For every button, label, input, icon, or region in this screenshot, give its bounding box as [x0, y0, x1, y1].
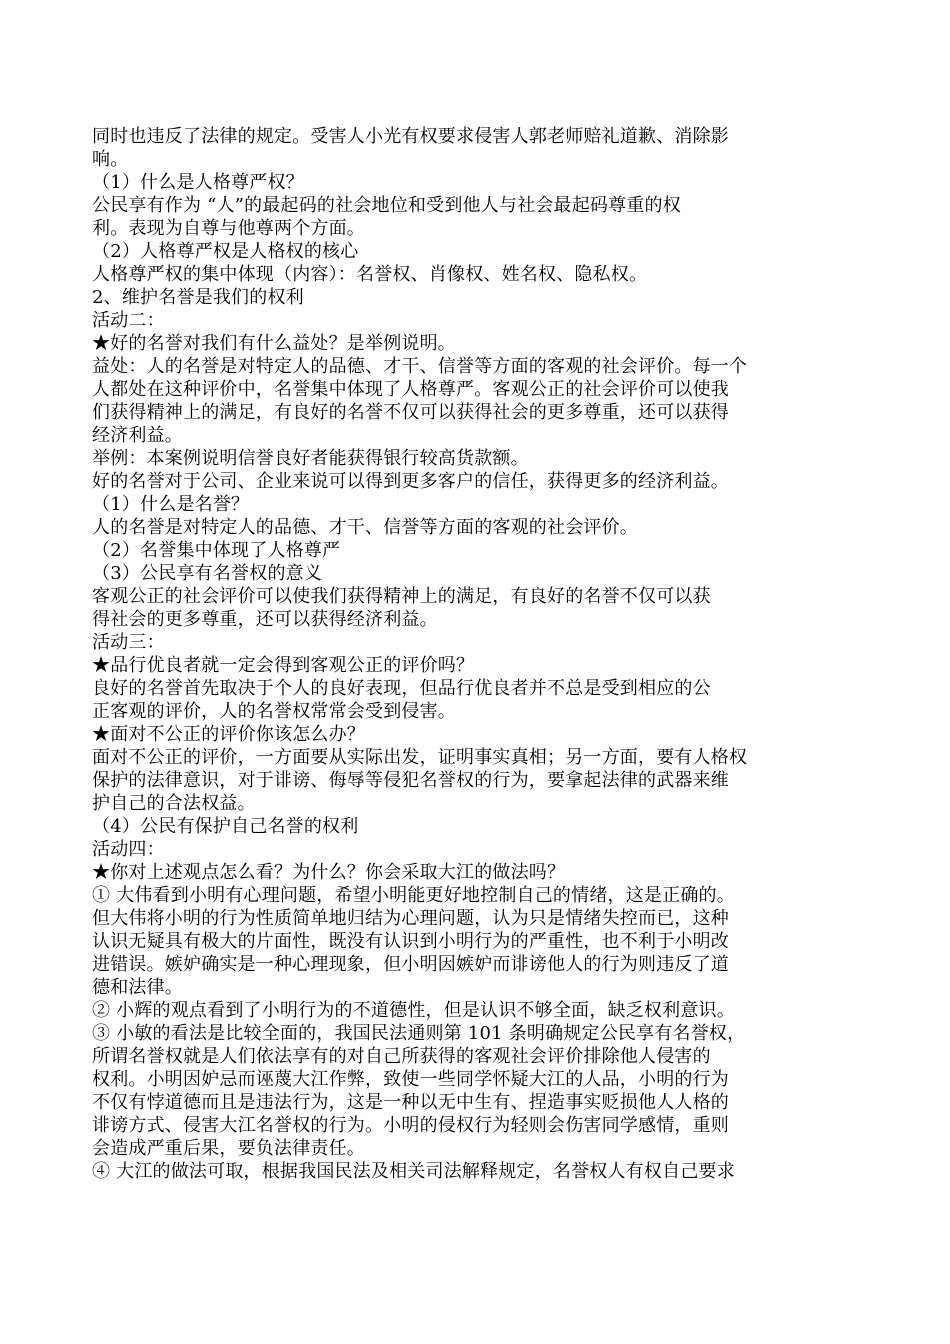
text-line: 们获得精神上的满足，有良好的名誉不仅可以获得社会的更多尊重，还可以获得	[92, 402, 729, 423]
text-line: 诽谤方式、侵害大江名誉权的行为。小明的侵权行为轻则会伤害同学感情，重则	[92, 1115, 729, 1136]
text-line: 护自己的合法权益。	[92, 793, 256, 814]
text-line: 经济利益。	[92, 425, 183, 446]
question-line: ★你对上述观点怎么看？为什么？你会采取大江的做法吗？	[92, 862, 566, 883]
text-line: 公民享有作为 “人”的最起码的社会地位和受到他人与社会最起码尊重的权	[92, 195, 681, 216]
section-heading: （4）公民有保护自己名誉的权利	[92, 816, 359, 837]
text-line: 好的名誉对于公司、企业来说可以得到更多客户的信任，获得更多的经济利益。	[92, 471, 729, 492]
text-line: 利。表现为自尊与他尊两个方面。	[92, 218, 365, 239]
text-line: ③ 小敏的看法是比较全面的，我国民法通则第 101 条明确规定公民享有名誉权，	[92, 1023, 746, 1044]
text-line: 所谓名誉权就是人们依法享有的对自己所获得的客观社会评价排除他人侵害的	[92, 1046, 711, 1067]
text-line: 得社会的更多尊重，还可以获得经济利益。	[92, 609, 438, 630]
text-line: 良好的名誉首先取决于个人的良好表现，但品行优良者并不总是受到相应的公	[92, 678, 711, 699]
text-line: 人的名誉是对特定人的品德、才干、信誉等方面的客观的社会评价。	[92, 517, 638, 538]
section-heading: （1）什么是名誉？	[92, 494, 250, 515]
text-line: 正客观的评价，人的名誉权常常会受到侵害。	[92, 701, 456, 722]
section-heading: （2）人格尊严权是人格权的核心	[92, 241, 359, 262]
document-page	[92, 125, 862, 1183]
text-line: 人格尊严权的集中体现（内容）：名誉权、肖像权、姓名权、隐私权。	[92, 264, 648, 285]
section-heading: （2）名誉集中体现了人格尊严	[92, 540, 341, 561]
section-heading: 2、维护名誉是我们的权利	[92, 287, 304, 308]
activity-heading: 活动四：	[92, 839, 165, 860]
text-line: 同时也违反了法律的规定。受害人小光有权要求侵害人郭老师赔礼道歉、消除影	[92, 126, 729, 147]
text-line: 响。	[92, 149, 129, 170]
text-line: 权利。小明因妒忌而诬蔑大江作弊，致使一些同学怀疑大江的人品，小明的行为	[92, 1069, 729, 1090]
text-line: 客观公正的社会评价可以使我们获得精神上的满足，有良好的名誉不仅可以获	[92, 586, 711, 607]
text-line: 但大伟将小明的行为性质简单地归结为心理问题，认为只是情绪失控而已，这种	[92, 908, 729, 929]
text-line: ② 小辉的观点看到了小明行为的不道德性，但是认识不够全面，缺乏权利意识。	[92, 1000, 735, 1021]
question-line: ★面对不公正的评价你该怎么办？	[92, 724, 365, 745]
text-line: 不仅有悖道德而且是违法行为，这是一种以无中生有、捏造事实贬损他人人格的	[92, 1092, 729, 1113]
text-line: 面对不公正的评价，一方面要从实际出发，证明事实真相；另一方面，要有人格权	[92, 747, 748, 768]
text-line: ④ 大江的做法可取，根据我国民法及相关司法解释规定，名誉权人有权自己要求	[92, 1161, 735, 1182]
text-line: 会造成严重后果，要负法律责任。	[92, 1138, 365, 1159]
question-line: ★好的名誉对我们有什么益处？是举例说明。	[92, 333, 456, 354]
text-line: 人都处在这种评价中，名誉集中体现了人格尊严。客观公正的社会评价可以使我	[92, 379, 729, 400]
text-line: 益处：人的名誉是对特定人的品德、才干、信誉等方面的客观的社会评价。每一个	[92, 356, 748, 377]
text-line: 进错误。嫉妒确实是一种心理现象，但小明因嫉妒而诽谤他人的行为则违反了道	[92, 954, 729, 975]
section-heading: （3）公民享有名誉权的意义	[92, 563, 323, 584]
question-line: ★品行优良者就一定会得到客观公正的评价吗？	[92, 655, 475, 676]
activity-heading: 活动二：	[92, 310, 165, 331]
activity-heading: 活动三：	[92, 632, 165, 653]
text-line: 保护的法律意识，对于诽谤、侮辱等侵犯名誉权的行为，要拿起法律的武器来维	[92, 770, 729, 791]
text-line: ① 大伟看到小明有心理问题，希望小明能更好地控制自己的情绪，这是正确的。	[92, 885, 735, 906]
text-line: 认识无疑具有极大的片面性，既没有认识到小明行为的严重性，也不利于小明改	[92, 931, 729, 952]
text-line: 德和法律。	[92, 977, 183, 998]
section-heading: （1）什么是人格尊严权？	[92, 172, 304, 193]
text-line: 举例：本案例说明信誉良好者能获得银行较高货款额。	[92, 448, 529, 469]
